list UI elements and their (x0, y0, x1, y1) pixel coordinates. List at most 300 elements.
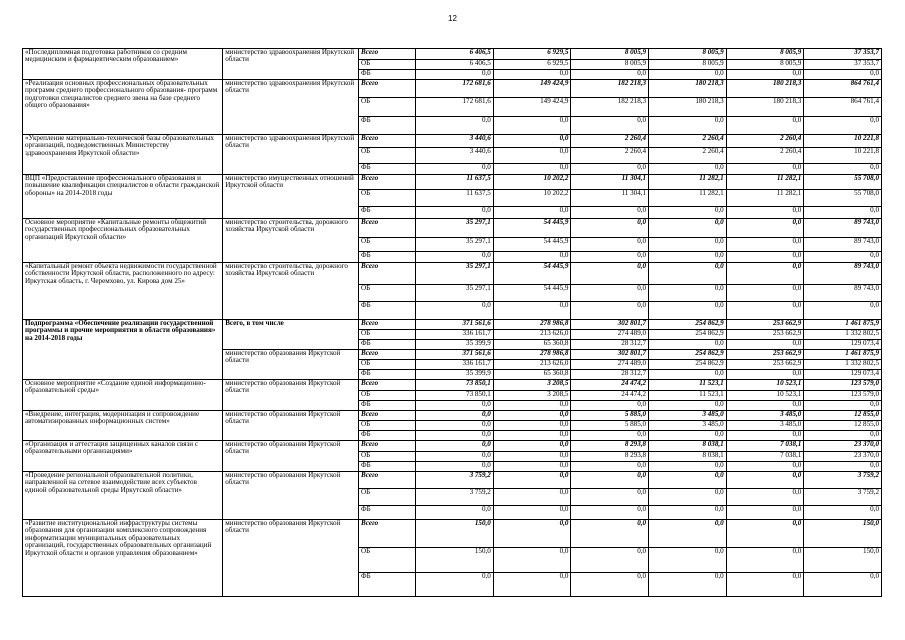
amount-cell: 0,0 (571, 431, 649, 441)
responsible-executor: министерство строительства, дорожного хозяйства Иркутской области (223, 219, 359, 263)
amount-cell: 0,0 (804, 164, 882, 175)
funding-source: ОБ (359, 148, 416, 164)
table-row (23, 320, 882, 330)
amount-cell: 3 485,0 (649, 421, 727, 431)
table-row (23, 380, 882, 391)
amount-cell: 3 440,6 (416, 148, 494, 164)
amount-cell: 0,0 (726, 302, 804, 320)
table-row (23, 219, 882, 238)
amount-cell: 0,0 (726, 431, 804, 441)
amount-cell: 0,0 (416, 401, 494, 411)
funding-source: Всего (359, 472, 416, 489)
amount-cell: 3 208,5 (493, 380, 571, 391)
funding-source: Всего (359, 49, 416, 60)
amount-cell: 0,0 (726, 370, 804, 380)
amount-cell: 6 929,5 (493, 60, 571, 70)
amount-cell: 0,0 (726, 285, 804, 302)
amount-cell: 0,0 (571, 263, 649, 285)
amount-cell: 2 260,4 (649, 135, 727, 148)
amount-cell: 123 579,0 (804, 391, 882, 401)
amount-cell: 3 759,2 (416, 472, 494, 489)
amount-cell: 8 038,1 (649, 441, 727, 452)
amount-cell: 0,0 (649, 472, 727, 489)
amount-cell: 6 406,5 (416, 60, 494, 70)
amount-cell: 8 005,9 (649, 49, 727, 60)
amount-cell: 37 353,7 (804, 49, 882, 60)
amount-cell: 253 662,9 (726, 360, 804, 370)
amount-cell: 2 260,4 (726, 148, 804, 164)
funding-source: ОБ (359, 452, 416, 462)
amount-cell: 10 202,2 (493, 190, 571, 207)
amount-cell: 10 202,2 (493, 175, 571, 190)
responsible-executor: министерство здравоохранения Иркутской области (223, 135, 359, 175)
funding-source: ОБ (359, 548, 416, 573)
funding-source: Всего (359, 520, 416, 548)
amount-cell: 129 073,4 (804, 340, 882, 350)
funding-source: Всего (359, 411, 416, 421)
funding-source: Всего (359, 175, 416, 190)
amount-cell: 0,0 (571, 252, 649, 263)
amount-cell: 0,0 (649, 370, 727, 380)
measure-description: «Реализация основных профессиональных образовательных программ среднего профессионального образования- программ подготовки специалистов среднего звена на базе среднего общего образования» (23, 80, 223, 135)
amount-cell: 0,0 (649, 520, 727, 548)
amount-cell: 89 743,0 (804, 263, 882, 285)
amount-cell: 10 221,8 (804, 135, 882, 148)
amount-cell: 0,0 (571, 472, 649, 489)
amount-cell: 0,0 (416, 164, 494, 175)
amount-cell: 0,0 (571, 489, 649, 506)
amount-cell: 8 005,9 (726, 60, 804, 70)
amount-cell: 73 850,1 (416, 391, 494, 401)
measure-description: «Капитальный ремонт объекта недвижимости государственной собственности Иркутской области, расположенного по адресу: Иркутская область, г. Черемхово, ул. Кирова дом 25» (23, 263, 223, 320)
amount-cell: 254 862,9 (649, 350, 727, 360)
amount-cell: 8 005,9 (571, 49, 649, 60)
table-row (23, 80, 882, 98)
table-row (23, 441, 882, 452)
amount-cell: 0,0 (726, 489, 804, 506)
funding-source: Всего (359, 320, 416, 330)
amount-cell: 35 297,1 (416, 238, 494, 252)
amount-cell: 0,0 (726, 506, 804, 520)
amount-cell: 0,0 (493, 548, 571, 573)
amount-cell: 5 885,0 (571, 411, 649, 421)
amount-cell: 0,0 (804, 431, 882, 441)
amount-cell: 0,0 (726, 219, 804, 238)
funding-source: ОБ (359, 190, 416, 207)
amount-cell: 7 038,1 (726, 441, 804, 452)
amount-cell: 35 297,1 (416, 219, 494, 238)
amount-cell: 0,0 (493, 411, 571, 421)
amount-cell: 35 297,1 (416, 263, 494, 285)
amount-cell: 2 260,4 (571, 148, 649, 164)
amount-cell: 35 399,9 (416, 340, 494, 350)
amount-cell: 0,0 (649, 302, 727, 320)
amount-cell: 3 485,0 (726, 411, 804, 421)
amount-cell: 278 986,8 (493, 320, 571, 330)
amount-cell: 3 759,2 (804, 472, 882, 489)
amount-cell: 274 489,0 (571, 330, 649, 340)
amount-cell: 0,0 (804, 462, 882, 472)
amount-cell: 0,0 (493, 421, 571, 431)
amount-cell: 0,0 (649, 117, 727, 135)
amount-cell: 0,0 (649, 573, 727, 597)
amount-cell: 35 399,9 (416, 370, 494, 380)
amount-cell: 0,0 (649, 462, 727, 472)
amount-cell: 149 424,9 (493, 98, 571, 117)
funding-source: Всего (359, 263, 416, 285)
funding-source: ОБ (359, 98, 416, 117)
amount-cell: 11 282,1 (649, 175, 727, 190)
amount-cell: 11 282,1 (726, 175, 804, 190)
amount-cell: 24 474,2 (571, 380, 649, 391)
amount-cell: 0,0 (571, 573, 649, 597)
measure-description: Основное мероприятие «Создание единой информационно-образовательной среды» (23, 380, 223, 411)
amount-cell: 180 218,3 (726, 98, 804, 117)
amount-cell: 12 855,0 (804, 411, 882, 421)
responsible-executor: министерство строительства, дорожного хозяйства Иркутской области (223, 263, 359, 320)
funding-source: ФБ (359, 302, 416, 320)
amount-cell: 0,0 (493, 70, 571, 80)
amount-cell: 0,0 (493, 148, 571, 164)
amount-cell: 0,0 (493, 472, 571, 489)
amount-cell: 7 038,1 (726, 452, 804, 462)
amount-cell: 89 743,0 (804, 238, 882, 252)
funding-source: ФБ (359, 506, 416, 520)
funding-source: ФБ (359, 70, 416, 80)
amount-cell: 0,0 (416, 452, 494, 462)
amount-cell: 8 005,9 (571, 60, 649, 70)
amount-cell: 0,0 (726, 573, 804, 597)
amount-cell: 0,0 (726, 462, 804, 472)
amount-cell: 65 360,8 (493, 340, 571, 350)
amount-cell: 278 986,8 (493, 350, 571, 360)
responsible-executor: министерство образования Иркутской области (223, 472, 359, 520)
funding-source: ФБ (359, 370, 416, 380)
amount-cell: 0,0 (649, 340, 727, 350)
funding-source: ФБ (359, 252, 416, 263)
funding-source: Всего (359, 135, 416, 148)
amount-cell: 55 708,0 (804, 175, 882, 190)
amount-cell: 54 445,9 (493, 219, 571, 238)
amount-cell: 0,0 (493, 302, 571, 320)
budget-table (22, 48, 882, 597)
table-row (23, 520, 882, 548)
amount-cell: 0,0 (649, 285, 727, 302)
amount-cell: 0,0 (493, 431, 571, 441)
amount-cell: 0,0 (726, 472, 804, 489)
amount-cell: 0,0 (493, 252, 571, 263)
responsible-executor: министерство имущественных отношений Иркутской области (223, 175, 359, 219)
amount-cell: 0,0 (416, 441, 494, 452)
amount-cell: 54 445,9 (493, 263, 571, 285)
amount-cell: 150,0 (804, 548, 882, 573)
amount-cell: 24 474,2 (571, 391, 649, 401)
responsible-total: Всего, в том числе (223, 320, 359, 350)
funding-source: ОБ (359, 285, 416, 302)
amount-cell: 254 862,9 (649, 330, 727, 340)
amount-cell: 12 855,0 (804, 421, 882, 431)
responsible-executor: министерство образования Иркутской области (223, 350, 359, 380)
amount-cell: 0,0 (571, 164, 649, 175)
amount-cell: 3 485,0 (726, 421, 804, 431)
amount-cell: 0,0 (804, 252, 882, 263)
measure-description: «Проведение региональной образовательной политики, направленной на сетевое взаимодействие всех субъектов единой образовательной среды Иркутской области» (23, 472, 223, 520)
amount-cell: 10 523,1 (726, 380, 804, 391)
amount-cell: 371 561,6 (416, 350, 494, 360)
amount-cell: 0,0 (571, 285, 649, 302)
measure-description: ВЦП «Предоставление профессионального образования и повышение квалификации специалистов в области гражданской обороны» на 2014-2018 годы (23, 175, 223, 219)
amount-cell: 0,0 (571, 238, 649, 252)
responsible-executor: министерство образования Иркутской области (223, 380, 359, 411)
amount-cell: 11 304,1 (571, 175, 649, 190)
amount-cell: 0,0 (416, 431, 494, 441)
amount-cell: 0,0 (416, 70, 494, 80)
amount-cell: 0,0 (649, 164, 727, 175)
amount-cell: 0,0 (416, 573, 494, 597)
amount-cell: 0,0 (726, 520, 804, 548)
amount-cell: 0,0 (804, 401, 882, 411)
amount-cell: 0,0 (571, 506, 649, 520)
amount-cell: 1 461 875,9 (804, 350, 882, 360)
amount-cell: 253 662,9 (726, 330, 804, 340)
amount-cell: 0,0 (649, 548, 727, 573)
amount-cell: 0,0 (571, 302, 649, 320)
amount-cell: 0,0 (493, 462, 571, 472)
amount-cell: 0,0 (649, 431, 727, 441)
amount-cell: 23 370,0 (804, 452, 882, 462)
table-row (23, 135, 882, 148)
amount-cell: 0,0 (571, 70, 649, 80)
amount-cell: 28 312,7 (571, 340, 649, 350)
amount-cell: 254 862,9 (649, 360, 727, 370)
amount-cell: 129 073,4 (804, 370, 882, 380)
table-row (23, 49, 882, 60)
funding-source: ФБ (359, 340, 416, 350)
amount-cell: 3 208,5 (493, 391, 571, 401)
amount-cell: 89 743,0 (804, 219, 882, 238)
amount-cell: 0,0 (416, 252, 494, 263)
amount-cell: 0,0 (493, 164, 571, 175)
amount-cell: 11 282,1 (726, 190, 804, 207)
amount-cell: 0,0 (726, 401, 804, 411)
amount-cell: 0,0 (649, 401, 727, 411)
funding-source: Всего (359, 441, 416, 452)
amount-cell: 0,0 (804, 117, 882, 135)
amount-cell: 65 360,8 (493, 370, 571, 380)
amount-cell: 0,0 (416, 207, 494, 219)
funding-source: Всего (359, 350, 416, 360)
amount-cell: 0,0 (804, 506, 882, 520)
amount-cell: 6 929,5 (493, 49, 571, 60)
amount-cell: 371 561,6 (416, 320, 494, 330)
funding-source: ФБ (359, 207, 416, 219)
amount-cell: 11 523,1 (649, 380, 727, 391)
amount-cell: 253 662,9 (726, 320, 804, 330)
amount-cell: 0,0 (571, 219, 649, 238)
funding-source: ОБ (359, 238, 416, 252)
amount-cell: 0,0 (416, 506, 494, 520)
amount-cell: 1 461 875,9 (804, 320, 882, 330)
amount-cell: 0,0 (726, 548, 804, 573)
amount-cell: 11 637,5 (416, 190, 494, 207)
amount-cell: 0,0 (416, 462, 494, 472)
measure-description: «Внедрение, интеграция, модернизация и сопровождение автоматизированных информационных систем» (23, 411, 223, 441)
amount-cell: 23 370,0 (804, 441, 882, 452)
amount-cell: 254 862,9 (649, 320, 727, 330)
amount-cell: 0,0 (649, 263, 727, 285)
amount-cell: 10 221,8 (804, 148, 882, 164)
responsible-executor: министерство образования Иркутской области (223, 411, 359, 441)
amount-cell: 336 161,7 (416, 360, 494, 370)
amount-cell: 8 293,8 (571, 441, 649, 452)
page-number: 12 (448, 14, 457, 23)
amount-cell: 864 761,4 (804, 80, 882, 98)
amount-cell: 0,0 (571, 207, 649, 219)
measure-description: «Развитие институциональной инфраструктуры системы образования для организации комплексного сопровождения информатизации муниципальных образовательных организаций, государственных образовательных организаций Иркутской области и органов управления образованием» (23, 520, 223, 597)
amount-cell: 0,0 (493, 441, 571, 452)
amount-cell: 0,0 (493, 506, 571, 520)
amount-cell: 150,0 (416, 548, 494, 573)
amount-cell: 2 260,4 (571, 135, 649, 148)
amount-cell: 274 489,0 (571, 360, 649, 370)
amount-cell: 0,0 (726, 207, 804, 219)
amount-cell: 172 681,6 (416, 80, 494, 98)
amount-cell: 336 161,7 (416, 330, 494, 340)
amount-cell: 213 626,0 (493, 360, 571, 370)
amount-cell: 6 406,5 (416, 49, 494, 60)
amount-cell: 150,0 (416, 520, 494, 548)
amount-cell: 3 759,2 (804, 489, 882, 506)
amount-cell: 0,0 (571, 548, 649, 573)
amount-cell: 0,0 (493, 117, 571, 135)
measure-description: «Последипломная подготовка работников со средним медицинским и фармацевтическим образованием» (23, 49, 223, 80)
measure-description: «Организация и аттестация защищенных каналов связи с образовательными организациями» (23, 441, 223, 472)
table-row (23, 175, 882, 190)
amount-cell: 0,0 (649, 219, 727, 238)
amount-cell: 0,0 (493, 489, 571, 506)
amount-cell: 8 005,9 (726, 49, 804, 60)
amount-cell: 182 218,3 (571, 80, 649, 98)
amount-cell: 11 304,1 (571, 190, 649, 207)
amount-cell: 0,0 (493, 452, 571, 462)
funding-source: ФБ (359, 117, 416, 135)
amount-cell: 182 218,3 (571, 98, 649, 117)
amount-cell: 11 637,5 (416, 175, 494, 190)
amount-cell: 2 260,4 (726, 135, 804, 148)
amount-cell: 89 743,0 (804, 285, 882, 302)
amount-cell: 1 332 802,5 (804, 330, 882, 340)
amount-cell: 253 662,9 (726, 350, 804, 360)
table-row (23, 472, 882, 489)
funding-source: Всего (359, 380, 416, 391)
amount-cell: 0,0 (493, 520, 571, 548)
measure-description: «Укрепление материально-технической базы образовательных организаций, подведомственных Министерству здравоохранения Иркутской области» (23, 135, 223, 175)
funding-source: ОБ (359, 60, 416, 70)
amount-cell: 0,0 (726, 238, 804, 252)
amount-cell: 0,0 (804, 302, 882, 320)
amount-cell: 0,0 (416, 421, 494, 431)
table-row (23, 263, 882, 285)
amount-cell: 0,0 (649, 70, 727, 80)
funding-source: ОБ (359, 489, 416, 506)
responsible-executor: министерство образования Иркутской области (223, 520, 359, 597)
amount-cell: 11 282,1 (649, 190, 727, 207)
measure-description: Основное мероприятие «Капитальные ремонты общежитий государственных профессиональных образовательных организаций Иркутской области» (23, 219, 223, 263)
responsible-executor: министерство образования Иркутской области (223, 441, 359, 472)
amount-cell: 302 801,7 (571, 320, 649, 330)
amount-cell: 150,0 (804, 520, 882, 548)
amount-cell: 0,0 (726, 340, 804, 350)
amount-cell: 0,0 (493, 207, 571, 219)
amount-cell: 3 485,0 (649, 411, 727, 421)
amount-cell: 37 353,7 (804, 60, 882, 70)
amount-cell: 0,0 (649, 506, 727, 520)
funding-source: ОБ (359, 421, 416, 431)
amount-cell: 10 523,1 (726, 391, 804, 401)
amount-cell: 0,0 (571, 117, 649, 135)
amount-cell: 0,0 (726, 164, 804, 175)
amount-cell: 54 445,9 (493, 238, 571, 252)
subprogram-description: Подпрограмма «Обеспечение реализации государственной программы и прочие мероприятия в области образования» на 2014-2018 годы (23, 320, 223, 380)
amount-cell: 864 761,4 (804, 98, 882, 117)
funding-source: ФБ (359, 401, 416, 411)
amount-cell: 5 885,0 (571, 421, 649, 431)
amount-cell: 0,0 (571, 520, 649, 548)
amount-cell: 3 759,2 (416, 489, 494, 506)
responsible-executor: министерство здравоохранения Иркутской области (223, 80, 359, 135)
amount-cell: 0,0 (649, 252, 727, 263)
amount-cell: 1 332 802,5 (804, 360, 882, 370)
amount-cell: 8 038,1 (649, 452, 727, 462)
amount-cell: 180 218,3 (649, 80, 727, 98)
amount-cell: 55 708,0 (804, 190, 882, 207)
amount-cell: 11 523,1 (649, 391, 727, 401)
amount-cell: 0,0 (804, 70, 882, 80)
amount-cell: 0,0 (649, 489, 727, 506)
amount-cell: 172 681,6 (416, 98, 494, 117)
amount-cell: 0,0 (416, 411, 494, 421)
amount-cell: 0,0 (493, 401, 571, 411)
amount-cell: 0,0 (726, 252, 804, 263)
amount-cell: 0,0 (649, 238, 727, 252)
funding-source: ОБ (359, 391, 416, 401)
amount-cell: 0,0 (726, 117, 804, 135)
funding-source: Всего (359, 80, 416, 98)
amount-cell: 0,0 (493, 135, 571, 148)
amount-cell: 0,0 (416, 302, 494, 320)
amount-cell: 8 005,9 (649, 60, 727, 70)
amount-cell: 0,0 (649, 207, 727, 219)
amount-cell: 54 445,9 (493, 285, 571, 302)
funding-source: ФБ (359, 164, 416, 175)
amount-cell: 0,0 (726, 263, 804, 285)
funding-source: ОБ (359, 360, 416, 370)
funding-source: ФБ (359, 431, 416, 441)
amount-cell: 35 297,1 (416, 285, 494, 302)
amount-cell: 0,0 (726, 70, 804, 80)
amount-cell: 73 850,1 (416, 380, 494, 391)
amount-cell: 0,0 (493, 573, 571, 597)
amount-cell: 302 801,7 (571, 350, 649, 360)
amount-cell: 28 312,7 (571, 370, 649, 380)
amount-cell: 2 260,4 (649, 148, 727, 164)
funding-source: ФБ (359, 462, 416, 472)
amount-cell: 0,0 (416, 117, 494, 135)
amount-cell: 0,0 (571, 401, 649, 411)
amount-cell: 180 218,3 (726, 80, 804, 98)
amount-cell: 213 626,0 (493, 330, 571, 340)
amount-cell: 0,0 (804, 207, 882, 219)
